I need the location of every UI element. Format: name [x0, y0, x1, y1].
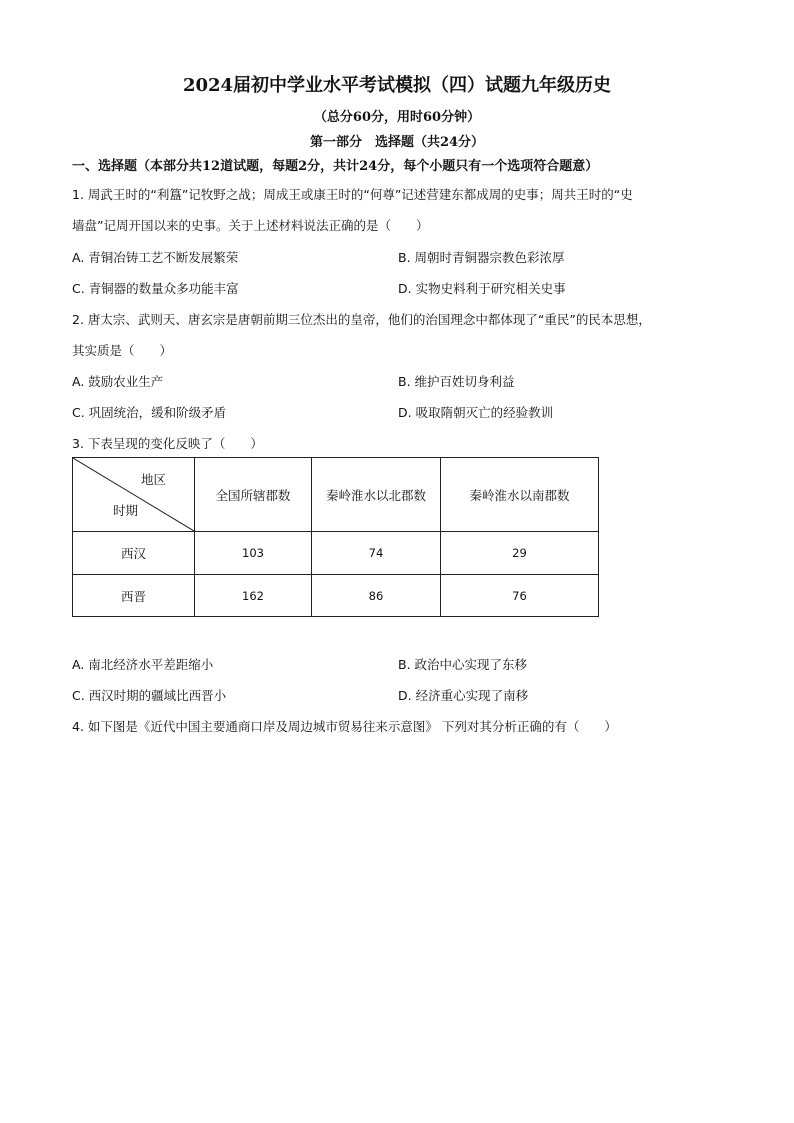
table-row	[73, 575, 599, 617]
q1-option-d: D. 实物史料利于研究相关史事	[398, 281, 566, 296]
table-cell: 29	[441, 532, 599, 575]
q1-stem-line1: 1. 周武王时的“利簋”记牧野之战；周成王或康王时的“何尊”记述营建东都成周的史事；周共王时的“史	[72, 187, 633, 202]
table-cell: 162	[195, 575, 312, 617]
table-cell: 103	[195, 532, 312, 575]
q3-table	[72, 457, 599, 617]
q3-stem: 3. 下表呈现的变化反映了（ ）	[72, 436, 263, 451]
q2-option-b: B. 维护百姓切身利益	[398, 374, 515, 389]
table-cell: 76	[441, 575, 599, 617]
q2-stem-line2: 其实质是（ ）	[72, 343, 173, 358]
part-heading: 第一部分 选择题（共24分）	[309, 135, 485, 150]
q2-option-a: A. 鼓励农业生产	[72, 374, 164, 389]
corner-label-period: 时期	[113, 503, 139, 518]
table-header-cell: 秦岭淮水以北郡数	[312, 458, 441, 532]
table-header-cell: 秦岭淮水以南郡数	[441, 458, 599, 532]
corner-label-region: 地区	[140, 472, 166, 487]
table-header-cell: 全国所辖郡数	[195, 458, 312, 532]
exam-subtitle: （总分60分，用时60分钟）	[313, 110, 481, 125]
q1-stem-line2: 墙盘”记周开国以来的史事。关于上述材料说法正确的是（ ）	[72, 218, 429, 233]
table-cell: 86	[312, 575, 441, 617]
corner-diagonal-line	[73, 458, 194, 531]
table-row	[73, 532, 599, 575]
q3-option-a: A. 南北经济水平差距缩小	[72, 657, 214, 672]
q2-stem-line1: 2. 唐太宗、武则天、唐玄宗是唐朝前期三位杰出的皇帝，他们的治国理念中都体现了“重民”的民本思想，	[72, 312, 651, 327]
section-heading: 一、选择题（本部分共12道试题，每题2分，共计24分，每个小题只有一个选项符合题意）	[72, 159, 599, 174]
q3-option-c: C. 西汉时期的疆域比西晋小	[72, 688, 227, 703]
table-cell-period: 西汉	[73, 532, 195, 575]
table-cell: 74	[312, 532, 441, 575]
table-cell-period: 西晋	[73, 575, 195, 617]
exam-title: 2024届初中学业水平考试模拟（四）试题九年级历史	[182, 75, 612, 96]
q4-stem: 4. 如下图是《近代中国主要通商口岸及周边城市贸易往来示意图》 下列对其分析正确的有（ ）	[72, 719, 617, 734]
q3-option-b: B. 政治中心实现了东移	[398, 657, 528, 672]
q1-option-b: B. 周朝时青铜器宗教色彩浓厚	[398, 250, 565, 265]
q2-option-d: D. 吸取隋朝灭亡的经验教训	[398, 405, 554, 420]
q1-option-a: A. 青铜冶铸工艺不断发展繁荣	[72, 250, 239, 265]
q3-option-d: D. 经济重心实现了南移	[398, 688, 529, 703]
table-corner-cell	[73, 458, 195, 532]
q1-option-c: C. 青铜器的数量众多功能丰富	[72, 281, 239, 296]
table-header-row	[73, 458, 599, 532]
q2-option-c: C. 巩固统治，缓和阶级矛盾	[72, 405, 227, 420]
